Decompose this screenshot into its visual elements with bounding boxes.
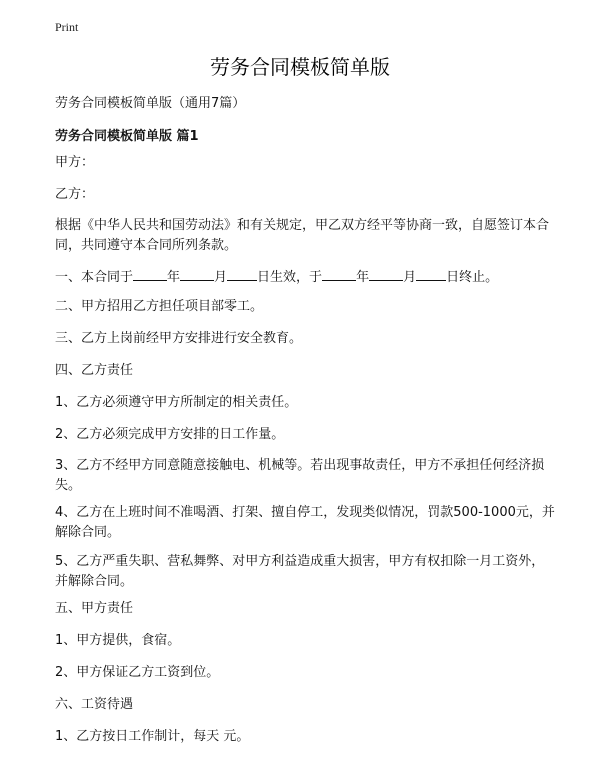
subtitle: 劳务合同模板简单版（通用7篇） (55, 96, 246, 111)
a-responsibility-2: 2、甲方保证乙方工资到位。 (55, 665, 220, 680)
blank-start-month (180, 266, 214, 281)
b-responsibility-1: 1、乙方必须遵守甲方所制定的相关责任。 (55, 395, 298, 410)
clause-1-month-2: 月 (403, 270, 417, 285)
b-responsibility-5: 5、乙方严重失职、营私舞弊、对甲方利益造成重大损害，甲方有权扣除一月工资外，并解除合同。 (55, 554, 545, 589)
clause-1-month: 月 (214, 270, 228, 285)
blank-start-year (133, 266, 167, 281)
clause-2: 二、甲方招用乙方担任项目部零工。 (55, 299, 264, 314)
clause-1-day-2: 日终止。 (446, 270, 499, 285)
b-responsibility-3: 3、乙方不经甲方同意随意接触电、机械等。若出现事故责任，甲方不承担任何经济损失。 (55, 458, 545, 493)
section-heading: 劳务合同模板简单版 篇1 (55, 129, 199, 144)
print-link[interactable]: Print (55, 20, 79, 34)
clause-6-title: 六、工资待遇 (55, 697, 134, 712)
a-responsibility-1: 1、甲方提供，食宿。 (55, 633, 181, 648)
clause-1 (55, 266, 555, 288)
blank-end-year (322, 266, 356, 281)
clause-5-title: 五、甲方责任 (55, 601, 134, 616)
page-title: 劳务合同模板简单版 (210, 55, 390, 79)
intro-paragraph: 根据《中华人民共和国劳动法》和有关规定，甲乙双方经平等协商一致，自愿签订本合同，共同遵守本合同所列条款。 (55, 218, 550, 253)
blank-end-month (369, 266, 403, 281)
party-a-label: 甲方： (55, 155, 95, 170)
party-b-label: 乙方： (55, 187, 95, 202)
clause-1-year: 年 (167, 270, 181, 285)
clause-3: 三、乙方上岗前经甲方安排进行安全教育。 (55, 331, 303, 346)
b-responsibility-4: 4、乙方在上班时间不准喝酒、打架、擅自停工，发现类似情况，罚款500-1000元，并解除合同。 (55, 505, 555, 540)
blank-end-day (416, 266, 446, 281)
clause-4-title: 四、乙方责任 (55, 363, 134, 378)
wage-1: 1、乙方按日工作制计，每天 元。 (55, 729, 250, 744)
clause-1-day: 日生效，于 (257, 270, 323, 285)
b-responsibility-2: 2、乙方必须完成甲方安排的日工作量。 (55, 427, 285, 442)
clause-1-text: 一、本合同于 (55, 270, 134, 285)
clause-1-year-2: 年 (356, 270, 370, 285)
blank-start-day (227, 266, 257, 281)
